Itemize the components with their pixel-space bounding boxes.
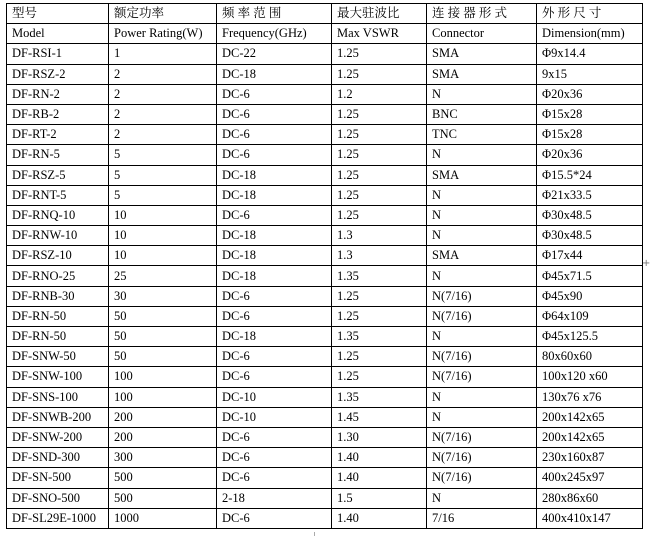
cell-vswr: 1.25 — [332, 125, 427, 145]
cell-vswr: 1.25 — [332, 306, 427, 326]
cell-connector: BNC — [427, 104, 537, 124]
spec-table — [6, 3, 643, 529]
cell-model: DF-RSZ-10 — [7, 246, 109, 266]
cell-model: DF-SN-500 — [7, 468, 109, 488]
cell-power: 25 — [109, 266, 217, 286]
cell-power: 10 — [109, 205, 217, 225]
cell-connector: N — [427, 145, 537, 165]
cell-vswr: 1.40 — [332, 508, 427, 528]
cell-model: DF-SND-300 — [7, 448, 109, 468]
table-row — [7, 125, 643, 145]
table-row — [7, 387, 643, 407]
cell-dimension: Φ21x33.5 — [537, 185, 643, 205]
table-row — [7, 306, 643, 326]
header-cn-dimension: 外 形 尺 寸 — [537, 4, 643, 24]
cell-vswr: 1.35 — [332, 266, 427, 286]
cell-frequency: DC-6 — [217, 286, 332, 306]
cell-power: 5 — [109, 185, 217, 205]
cell-dimension: Φ30x48.5 — [537, 205, 643, 225]
cell-vswr: 1.35 — [332, 387, 427, 407]
cell-power: 10 — [109, 226, 217, 246]
cell-frequency: DC-10 — [217, 387, 332, 407]
table-row — [7, 347, 643, 367]
cell-dimension: 200x142x65 — [537, 407, 643, 427]
cell-dimension: 280x86x60 — [537, 488, 643, 508]
cell-dimension: 80x60x60 — [537, 347, 643, 367]
cell-vswr: 1.3 — [332, 226, 427, 246]
cell-vswr: 1.25 — [332, 44, 427, 64]
cell-power: 10 — [109, 246, 217, 266]
cell-frequency: DC-6 — [217, 104, 332, 124]
cell-frequency: DC-18 — [217, 165, 332, 185]
cell-power: 300 — [109, 448, 217, 468]
cell-frequency: DC-6 — [217, 347, 332, 367]
cell-model: DF-SNO-500 — [7, 488, 109, 508]
cell-power: 50 — [109, 347, 217, 367]
table-resize-handle-icon[interactable]: + — [642, 258, 650, 269]
cell-vswr: 1.25 — [332, 185, 427, 205]
cell-connector: N(7/16) — [427, 427, 537, 447]
header-row-english — [7, 24, 643, 44]
cell-connector: SMA — [427, 246, 537, 266]
header-en-connector: Connector — [427, 24, 537, 44]
cell-model: DF-SNWB-200 — [7, 407, 109, 427]
cell-vswr: 1.40 — [332, 468, 427, 488]
cell-vswr: 1.2 — [332, 84, 427, 104]
table-row — [7, 44, 643, 64]
cell-model: DF-RB-2 — [7, 104, 109, 124]
cell-vswr: 1.25 — [332, 104, 427, 124]
table-row — [7, 165, 643, 185]
cell-frequency: DC-6 — [217, 125, 332, 145]
cell-frequency: DC-6 — [217, 427, 332, 447]
cell-model: DF-RSI-1 — [7, 44, 109, 64]
cell-model: DF-RNO-25 — [7, 266, 109, 286]
cell-frequency: DC-6 — [217, 448, 332, 468]
table-row — [7, 185, 643, 205]
table-row — [7, 407, 643, 427]
header-row-chinese — [7, 4, 643, 24]
cell-model: DF-RN-50 — [7, 327, 109, 347]
table-row — [7, 246, 643, 266]
table-row — [7, 508, 643, 528]
cell-connector: SMA — [427, 64, 537, 84]
cell-power: 50 — [109, 327, 217, 347]
cell-connector: N — [427, 266, 537, 286]
cell-power: 2 — [109, 125, 217, 145]
table-row — [7, 145, 643, 165]
cell-power: 200 — [109, 427, 217, 447]
cell-frequency: DC-22 — [217, 44, 332, 64]
cell-dimension: Φ64x109 — [537, 306, 643, 326]
cell-connector: SMA — [427, 165, 537, 185]
cell-dimension: Φ20x36 — [537, 84, 643, 104]
table-row — [7, 427, 643, 447]
cell-connector: N — [427, 327, 537, 347]
cell-model: DF-RT-2 — [7, 125, 109, 145]
cell-dimension: Φ45x71.5 — [537, 266, 643, 286]
header-en-model: Model — [7, 24, 109, 44]
cell-frequency: DC-6 — [217, 205, 332, 225]
cell-dimension: Φ15x28 — [537, 125, 643, 145]
table-row — [7, 226, 643, 246]
cell-dimension: 100x120 x60 — [537, 367, 643, 387]
cell-model: DF-SNW-200 — [7, 427, 109, 447]
cell-power: 500 — [109, 468, 217, 488]
table-row — [7, 327, 643, 347]
cell-connector: N — [427, 226, 537, 246]
cell-vswr: 1.25 — [332, 205, 427, 225]
cell-vswr: 1.3 — [332, 246, 427, 266]
header-cn-model: 型号 — [7, 4, 109, 24]
cell-dimension: Φ30x48.5 — [537, 226, 643, 246]
cell-dimension: Φ15x28 — [537, 104, 643, 124]
cell-vswr: 1.25 — [332, 165, 427, 185]
cell-vswr: 1.25 — [332, 286, 427, 306]
cell-connector: SMA — [427, 44, 537, 64]
header-cn-vswr: 最大驻波比 — [332, 4, 427, 24]
table-row — [7, 286, 643, 306]
cell-frequency: DC-6 — [217, 508, 332, 528]
cell-power: 50 — [109, 306, 217, 326]
cell-model: DF-RSZ-2 — [7, 64, 109, 84]
cell-dimension: 230x160x87 — [537, 448, 643, 468]
cell-connector: N — [427, 185, 537, 205]
cell-power: 5 — [109, 165, 217, 185]
cell-model: DF-SNW-100 — [7, 367, 109, 387]
table-row — [7, 205, 643, 225]
cell-power: 1 — [109, 44, 217, 64]
cell-frequency: DC-18 — [217, 266, 332, 286]
cell-frequency: DC-18 — [217, 64, 332, 84]
table-row — [7, 64, 643, 84]
cell-vswr: 1.25 — [332, 145, 427, 165]
cell-model: DF-SNW-50 — [7, 347, 109, 367]
header-en-power: Power Rating(W) — [109, 24, 217, 44]
cell-power: 2 — [109, 84, 217, 104]
cell-power: 500 — [109, 488, 217, 508]
cell-model: DF-RSZ-5 — [7, 165, 109, 185]
header-en-frequency: Frequency(GHz) — [217, 24, 332, 44]
cell-frequency: DC-18 — [217, 226, 332, 246]
cell-power: 100 — [109, 367, 217, 387]
cell-frequency: 2-18 — [217, 488, 332, 508]
table-row — [7, 266, 643, 286]
cell-connector: N — [427, 387, 537, 407]
cell-model: DF-RNQ-10 — [7, 205, 109, 225]
cell-vswr: 1.45 — [332, 407, 427, 427]
header-cn-power: 额定功率 — [109, 4, 217, 24]
cell-connector: N — [427, 84, 537, 104]
cell-dimension: Φ15.5*24 — [537, 165, 643, 185]
cell-connector: 7/16 — [427, 508, 537, 528]
cell-frequency: DC-6 — [217, 468, 332, 488]
table-row — [7, 468, 643, 488]
table-row — [7, 104, 643, 124]
cell-vswr: 1.25 — [332, 64, 427, 84]
cell-dimension: Φ45x90 — [537, 286, 643, 306]
cell-connector: N(7/16) — [427, 347, 537, 367]
cell-vswr: 1.40 — [332, 448, 427, 468]
cell-power: 5 — [109, 145, 217, 165]
cell-connector: N(7/16) — [427, 367, 537, 387]
header-cn-frequency: 频 率 范 围 — [217, 4, 332, 24]
cell-dimension: Φ17x44 — [537, 246, 643, 266]
cell-model: DF-RN-5 — [7, 145, 109, 165]
cell-model: DF-RN-50 — [7, 306, 109, 326]
bottom-strip — [0, 532, 650, 536]
cell-model: DF-RNB-30 — [7, 286, 109, 306]
cell-power: 200 — [109, 407, 217, 427]
cell-vswr: 1.5 — [332, 488, 427, 508]
cell-dimension: Φ20x36 — [537, 145, 643, 165]
cell-dimension: Φ9x14.4 — [537, 44, 643, 64]
cell-vswr: 1.35 — [332, 327, 427, 347]
table-row — [7, 367, 643, 387]
header-en-dimension: Dimension(mm) — [537, 24, 643, 44]
cell-model: DF-RNT-5 — [7, 185, 109, 205]
cell-connector: N(7/16) — [427, 448, 537, 468]
cell-dimension: Φ45x125.5 — [537, 327, 643, 347]
table-row — [7, 448, 643, 468]
cell-frequency: DC-18 — [217, 246, 332, 266]
table-row — [7, 84, 643, 104]
cell-model: DF-RNW-10 — [7, 226, 109, 246]
cell-power: 2 — [109, 64, 217, 84]
cell-dimension: 200x142x65 — [537, 427, 643, 447]
header-cn-connector: 连 接 器 形 式 — [427, 4, 537, 24]
cell-frequency: DC-6 — [217, 306, 332, 326]
cell-connector: N(7/16) — [427, 306, 537, 326]
column-resize-handle-icon[interactable] — [314, 532, 321, 536]
cell-frequency: DC-18 — [217, 327, 332, 347]
cell-model: DF-SNS-100 — [7, 387, 109, 407]
cell-frequency: DC-6 — [217, 84, 332, 104]
cell-dimension: 400x245x97 — [537, 468, 643, 488]
cell-frequency: DC-10 — [217, 407, 332, 427]
cell-power: 2 — [109, 104, 217, 124]
cell-connector: N(7/16) — [427, 468, 537, 488]
cell-vswr: 1.30 — [332, 427, 427, 447]
cell-dimension: 9x15 — [537, 64, 643, 84]
cell-connector: TNC — [427, 125, 537, 145]
cell-vswr: 1.25 — [332, 367, 427, 387]
cell-power: 100 — [109, 387, 217, 407]
cell-connector: N — [427, 407, 537, 427]
cell-frequency: DC-6 — [217, 145, 332, 165]
cell-model: DF-RN-2 — [7, 84, 109, 104]
cell-power: 1000 — [109, 508, 217, 528]
cell-frequency: DC-18 — [217, 185, 332, 205]
cell-dimension: 130x76 x76 — [537, 387, 643, 407]
cell-frequency: DC-6 — [217, 367, 332, 387]
cell-connector: N — [427, 205, 537, 225]
cell-connector: N(7/16) — [427, 286, 537, 306]
header-en-vswr: Max VSWR — [332, 24, 427, 44]
cell-power: 30 — [109, 286, 217, 306]
cell-connector: N — [427, 488, 537, 508]
cell-dimension: 400x410x147 — [537, 508, 643, 528]
table-row — [7, 488, 643, 508]
cell-vswr: 1.25 — [332, 347, 427, 367]
cell-model: DF-SL29E-1000 — [7, 508, 109, 528]
